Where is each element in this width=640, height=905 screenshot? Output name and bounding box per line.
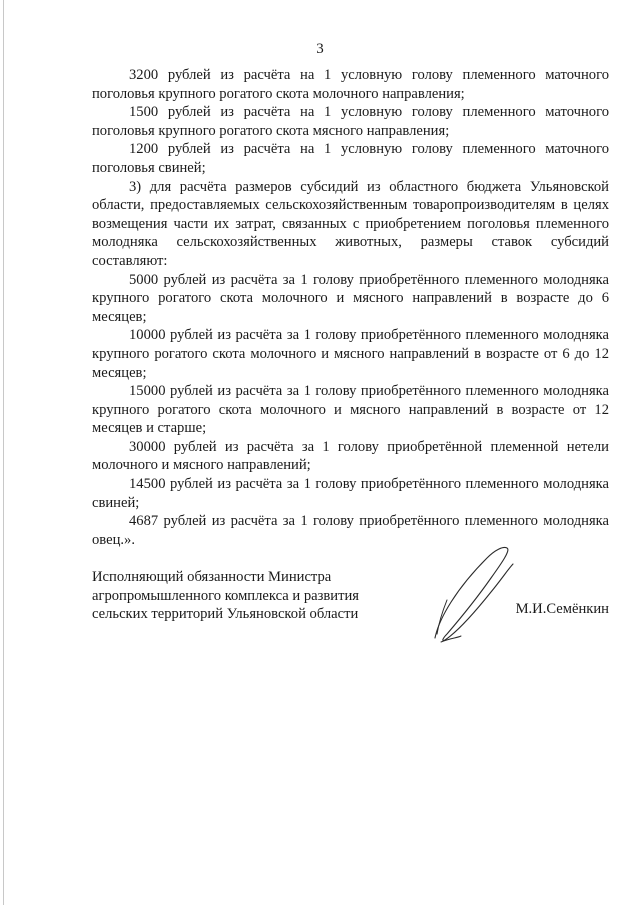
page-number: 3	[316, 41, 324, 57]
paragraph-rate-14500: 14500 рублей из расчёта за 1 голову приобретённого племенного молодняка свиней;	[92, 476, 609, 511]
paragraph-rate-15000: 15000 рублей из расчёта за 1 голову приобретённого племенного молодняка крупного рогатого скота молочного и мясного направлений в возрасте от 12 месяцев и старше;	[92, 383, 609, 437]
paragraph-rate-1200: 1200 рублей из расчёта на 1 условную голову племенного маточного поголовья свиней;	[92, 141, 609, 176]
paragraph-rate-3200: 3200 рублей из расчёта на 1 условную голову племенного маточного поголовья крупного рогатого скота молочного направления;	[92, 67, 609, 102]
signer-title-line-1: Исполняющий обязанности Министра	[92, 569, 332, 585]
signer-title-line-3: сельских территорий Ульяновской области	[92, 606, 359, 623]
paragraph-item-3-intro: 3) для расчёта размеров субсидий из областного бюджета Ульяновской области, предоставляемых сельскохозяйственным товаропроизводителям в целях возмещения части их затрат, связанных с приобретением поголовья племенного молодняка сельскохозяйственных животных, размеры ставок субсидий составляют:	[92, 178, 609, 269]
signature-block	[92, 568, 612, 648]
handwritten-signature	[417, 538, 537, 658]
paragraph-rate-10000: 10000 рублей из расчёта за 1 голову приобретённого племенного молодняка крупного рогатого скота молочного и мясного направлений в возрасте от 6 до 12 месяцев;	[92, 327, 609, 381]
paragraph-rate-1500: 1500 рублей из расчёта на 1 условную голову племенного маточного поголовья крупного рогатого скота мясного направления;	[92, 104, 609, 139]
paragraph-rate-5000: 5000 рублей из расчёта за 1 голову приобретённого племенного молодняка крупного рогатого скота молочного и мясного направлений в возрасте до 6 месяцев;	[92, 271, 609, 325]
paragraph-rate-4687: 4687 рублей из расчёта за 1 голову приобретённого племенного молодняка овец.».	[92, 513, 609, 548]
document-body	[92, 66, 609, 549]
paragraph-rate-30000: 30000 рублей из расчёта за 1 голову приобретённой племенной нетели молочного и мясного направлений;	[92, 438, 609, 474]
signer-title-line-2: агропромышленного комплекса и развития	[92, 587, 359, 604]
scan-edge	[3, 0, 4, 905]
signer-name: М.И.Семёнкин	[515, 601, 609, 617]
